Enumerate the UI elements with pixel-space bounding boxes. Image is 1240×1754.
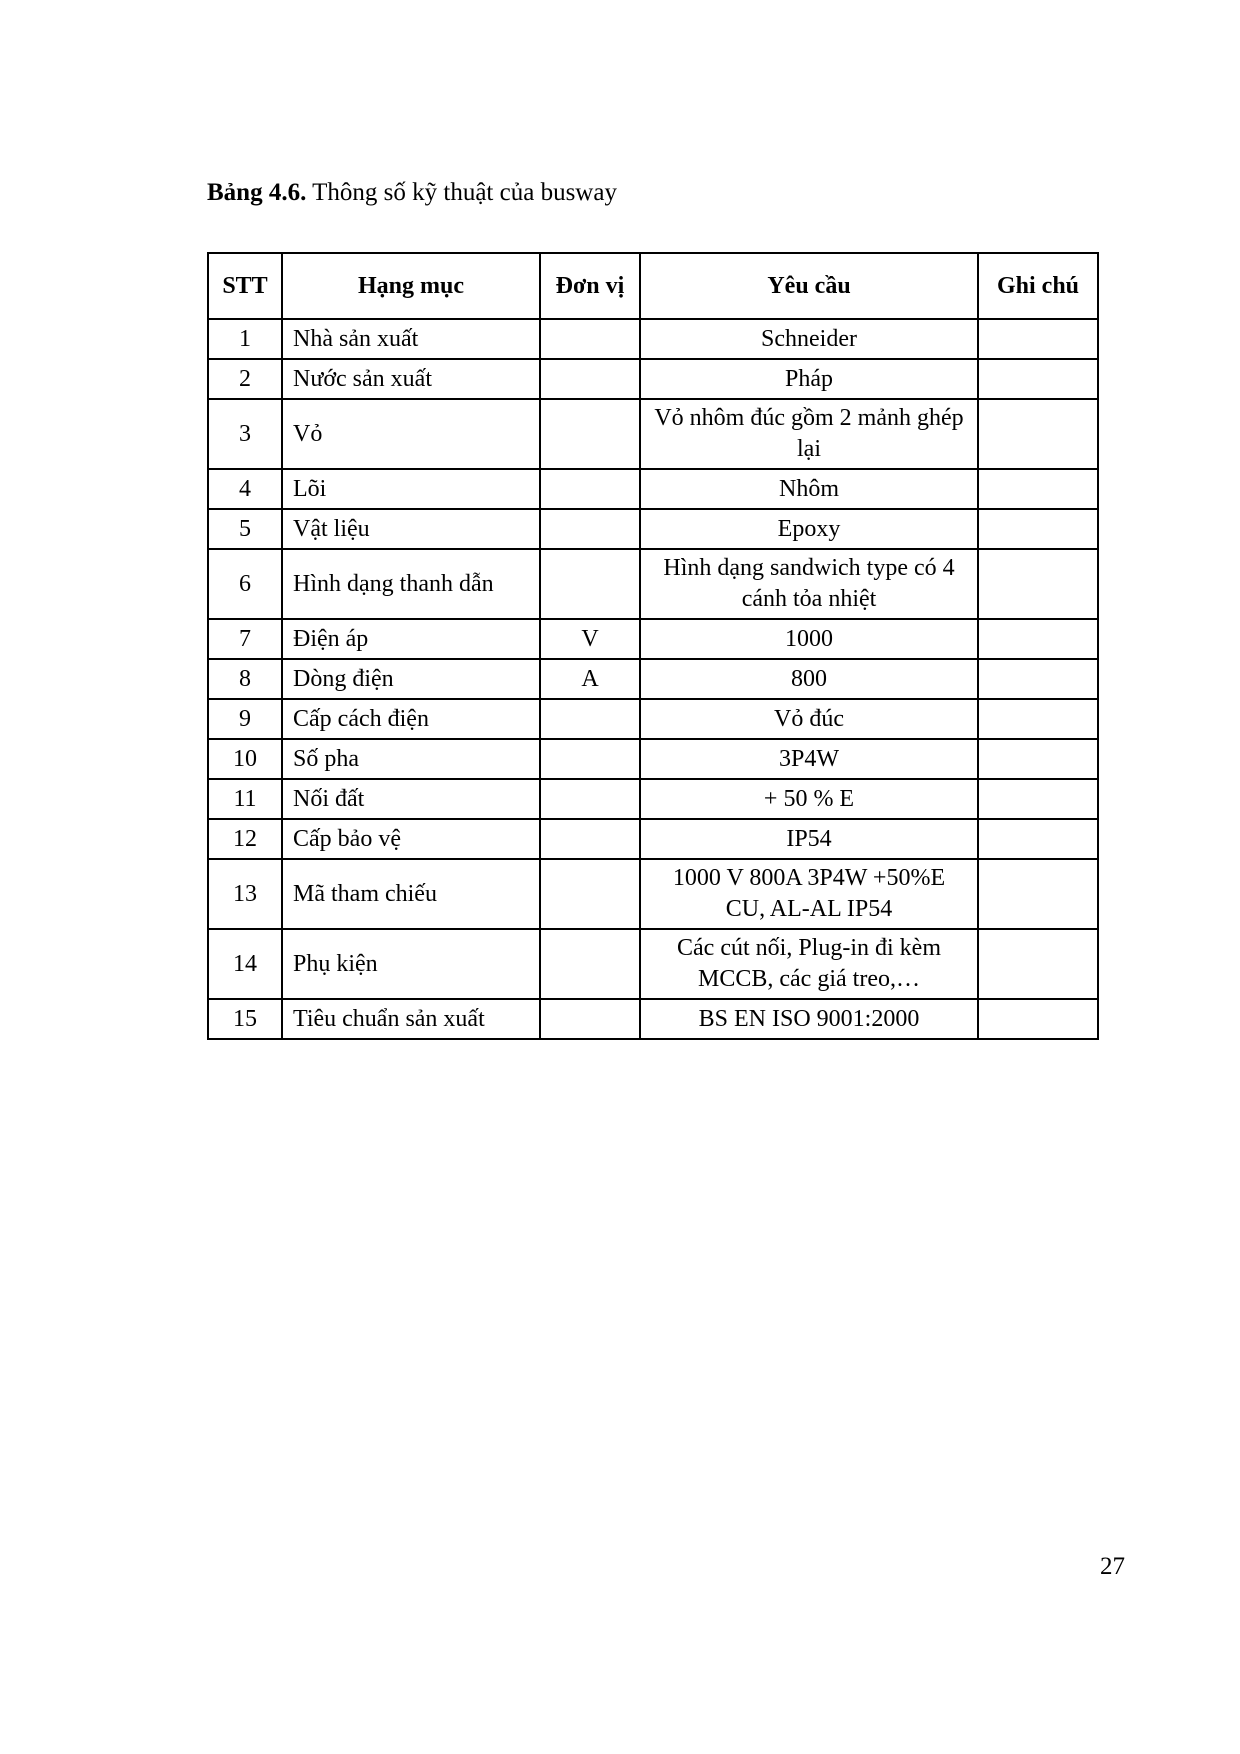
cell-note <box>978 619 1098 659</box>
cell-requirement: BS EN ISO 9001:2000 <box>640 999 978 1039</box>
cell-unit <box>540 699 640 739</box>
table-row <box>208 739 1098 779</box>
cell-unit <box>540 469 640 509</box>
cell-note <box>978 929 1098 999</box>
cell-note <box>978 659 1098 699</box>
cell-note <box>978 999 1098 1039</box>
cell-stt: 12 <box>208 819 282 859</box>
cell-item: Số pha <box>282 739 540 779</box>
cell-stt: 8 <box>208 659 282 699</box>
caption-label: Bảng 4.6. <box>207 179 307 206</box>
header-requirement: Yêu cầu <box>640 253 978 319</box>
table-row <box>208 399 1098 469</box>
cell-note <box>978 549 1098 619</box>
cell-unit <box>540 999 640 1039</box>
table-row <box>208 779 1098 819</box>
cell-note <box>978 359 1098 399</box>
table-caption <box>207 176 617 210</box>
cell-stt: 5 <box>208 509 282 549</box>
caption-text: Thông số kỹ thuật của busway <box>306 179 617 206</box>
cell-requirement: Vỏ đúc <box>640 699 978 739</box>
header-stt: STT <box>208 253 282 319</box>
cell-stt: 1 <box>208 319 282 359</box>
table-row <box>208 819 1098 859</box>
cell-note <box>978 469 1098 509</box>
cell-unit <box>540 509 640 549</box>
cell-requirement: 800 <box>640 659 978 699</box>
cell-requirement: + 50 % E <box>640 779 978 819</box>
cell-item: Cấp cách điện <box>282 699 540 739</box>
cell-note <box>978 859 1098 929</box>
cell-stt: 3 <box>208 399 282 469</box>
cell-stt: 2 <box>208 359 282 399</box>
cell-unit <box>540 359 640 399</box>
cell-stt: 15 <box>208 999 282 1039</box>
table-row <box>208 929 1098 999</box>
table-row <box>208 659 1098 699</box>
table-row <box>208 999 1098 1039</box>
cell-stt: 9 <box>208 699 282 739</box>
cell-unit <box>540 779 640 819</box>
cell-stt: 13 <box>208 859 282 929</box>
table-row <box>208 319 1098 359</box>
header-unit: Đơn vị <box>540 253 640 319</box>
page-number: 27 <box>1100 1553 1125 1580</box>
cell-item: Lõi <box>282 469 540 509</box>
cell-note <box>978 399 1098 469</box>
cell-unit <box>540 929 640 999</box>
cell-item: Vật liệu <box>282 509 540 549</box>
cell-unit <box>540 549 640 619</box>
cell-unit <box>540 819 640 859</box>
cell-stt: 6 <box>208 549 282 619</box>
cell-unit: V <box>540 619 640 659</box>
cell-item: Nước sản xuất <box>282 359 540 399</box>
cell-requirement: Schneider <box>640 319 978 359</box>
cell-unit <box>540 399 640 469</box>
table-row <box>208 859 1098 929</box>
cell-requirement: 3P4W <box>640 739 978 779</box>
cell-unit <box>540 739 640 779</box>
table-row <box>208 359 1098 399</box>
cell-requirement: Epoxy <box>640 509 978 549</box>
table-row <box>208 469 1098 509</box>
cell-unit <box>540 319 640 359</box>
cell-item: Vỏ <box>282 399 540 469</box>
cell-stt: 11 <box>208 779 282 819</box>
table-row <box>208 619 1098 659</box>
cell-requirement: Pháp <box>640 359 978 399</box>
cell-requirement: Hình dạng sandwich type có 4 cánh tỏa nhiệt <box>640 549 978 619</box>
cell-item: Điện áp <box>282 619 540 659</box>
cell-item: Hình dạng thanh dẫn <box>282 549 540 619</box>
cell-stt: 14 <box>208 929 282 999</box>
cell-requirement: 1000 <box>640 619 978 659</box>
header-note: Ghi chú <box>978 253 1098 319</box>
cell-item: Tiêu chuẩn sản xuất <box>282 999 540 1039</box>
table-row <box>208 549 1098 619</box>
table-row <box>208 699 1098 739</box>
cell-note <box>978 509 1098 549</box>
cell-unit <box>540 859 640 929</box>
cell-requirement: Các cút nối, Plug-in đi kèm MCCB, các giá treo,… <box>640 929 978 999</box>
table-row <box>208 509 1098 549</box>
cell-requirement: Vỏ nhôm đúc gồm 2 mảnh ghép lại <box>640 399 978 469</box>
table-body <box>208 319 1098 1039</box>
cell-item: Cấp bảo vệ <box>282 819 540 859</box>
cell-note <box>978 699 1098 739</box>
cell-requirement: 1000 V 800A 3P4W +50%E CU, AL-AL IP54 <box>640 859 978 929</box>
cell-note <box>978 819 1098 859</box>
cell-item: Phụ kiện <box>282 929 540 999</box>
cell-item: Dòng điện <box>282 659 540 699</box>
cell-item: Nối đất <box>282 779 540 819</box>
table-header-row <box>208 253 1098 319</box>
spec-table <box>207 252 1099 1040</box>
cell-stt: 7 <box>208 619 282 659</box>
cell-item: Mã tham chiếu <box>282 859 540 929</box>
cell-note <box>978 779 1098 819</box>
header-item: Hạng mục <box>282 253 540 319</box>
cell-unit: A <box>540 659 640 699</box>
cell-note <box>978 739 1098 779</box>
cell-stt: 10 <box>208 739 282 779</box>
cell-item: Nhà sản xuất <box>282 319 540 359</box>
cell-requirement: IP54 <box>640 819 978 859</box>
cell-note <box>978 319 1098 359</box>
cell-stt: 4 <box>208 469 282 509</box>
cell-requirement: Nhôm <box>640 469 978 509</box>
